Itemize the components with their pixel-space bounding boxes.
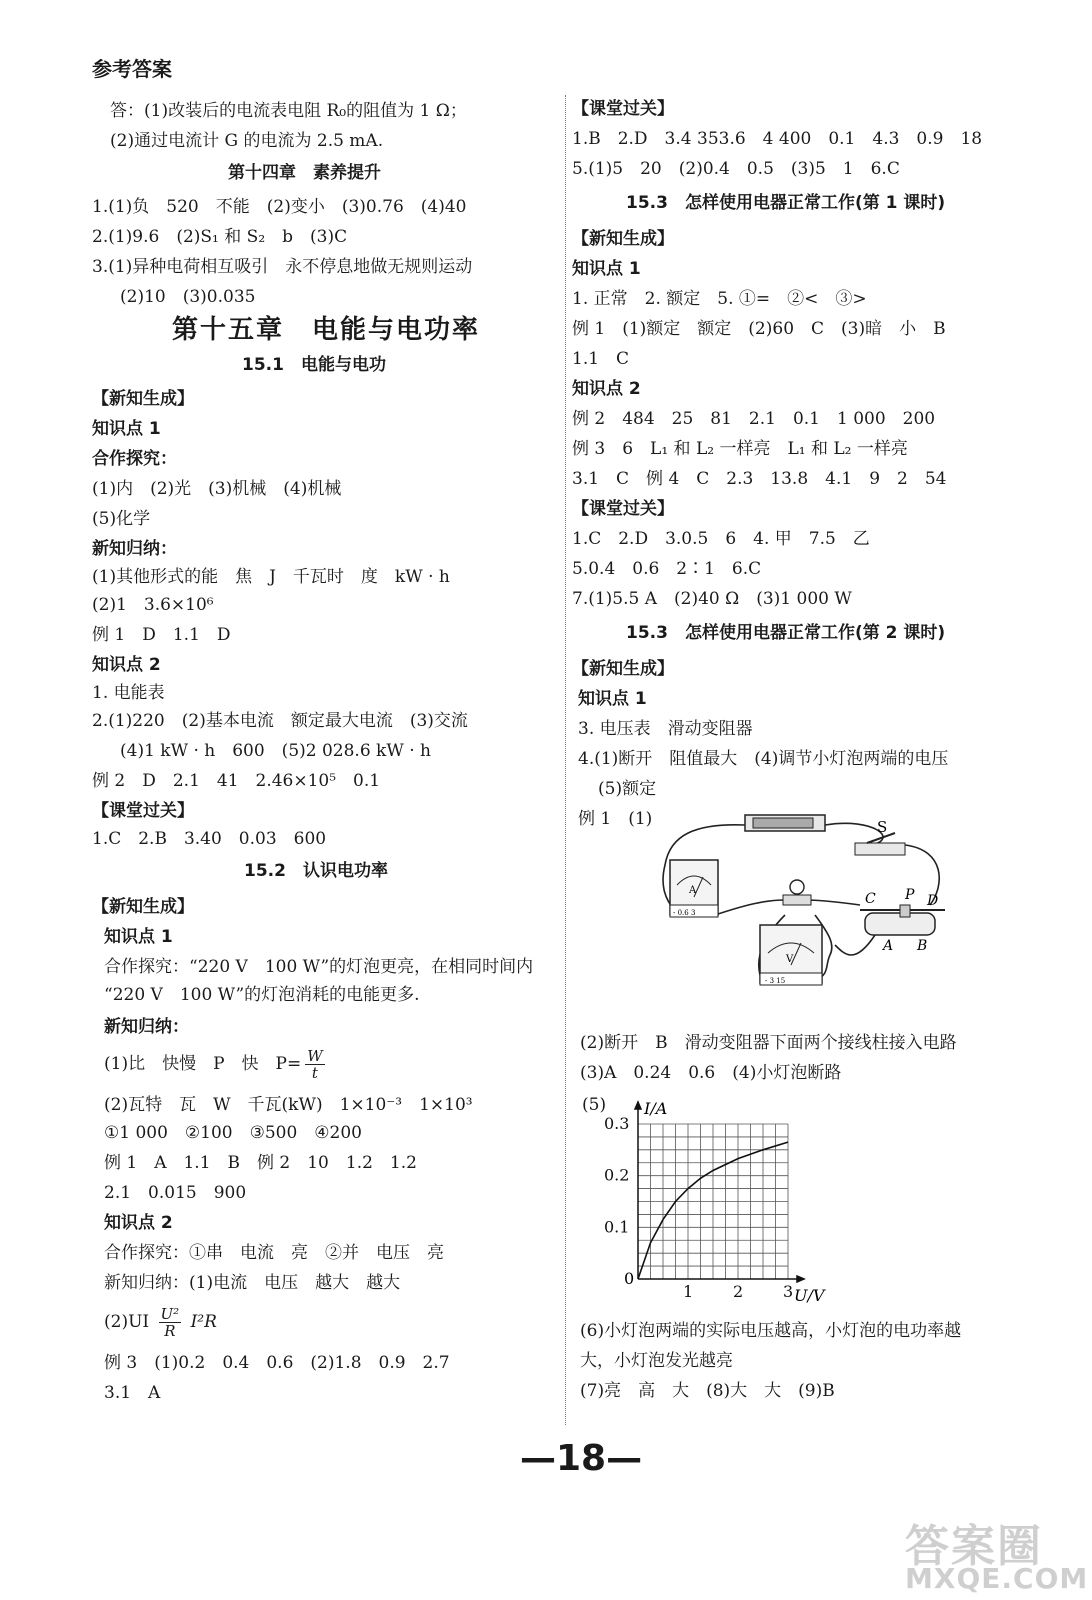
example-line: 例 3 (1)0.2 0.4 0.6 (2)1.8 0.9 2.7 [104,1353,450,1373]
answer-line: “220 V 100 W”的灯泡消耗的电能更多. [104,985,420,1005]
fraction-denominator: t [311,1064,318,1082]
answer-line: ①1 000 ②100 ③500 ④200 [104,1123,362,1143]
formula-text: (2)UI [104,1312,150,1332]
x-tick-label: 1 [683,1282,694,1301]
y-axis-arrow [635,1102,641,1109]
answer-line: (1)其他形式的能 焦 J 千瓦时 度 kW · h [92,567,450,587]
power-fraction [159,1306,182,1339]
formula-text: (1)比 快慢 P 快 P= [104,1054,302,1074]
y-tick-label: 0.3 [604,1114,630,1133]
power-fraction [305,1048,324,1081]
lamp-icon [783,880,811,905]
chart-x-axis-label: U/V [794,1286,825,1305]
ammeter-scale: - 0.6 3 [673,909,696,917]
rheostat-label-b: B [917,938,928,954]
answer-line: 2.(1)9.6 (2)S₁ 和 S₂ b (3)C [92,227,348,247]
chart-grid [638,1124,788,1279]
answer-line: 5.(1)5 20 (2)0.4 0.5 (3)5 1 6.C [572,159,900,179]
rheostat-label-a: A [883,938,894,954]
x-tick-label: 3 [783,1282,794,1301]
switch-label: S [877,818,888,836]
answer-line: (7)亮 高 大 (8)大 大 (9)B [580,1381,835,1401]
y-tick-label: 0.2 [604,1165,630,1185]
chart-origin-label: 0 [624,1269,635,1288]
section-title: 15.3 怎样使用电器正常工作(第 1 课时) [626,193,946,213]
fraction-denominator: R [164,1322,176,1340]
rheostat-label-p: P [905,887,915,903]
answer-line: 1. 正常 2. 额定 5. ①= ②< ③> [572,289,867,309]
answer-line: 1.(1)负 520 不能 (2)变小 (3)0.76 (4)40 [92,197,467,217]
section-title: 第十四章 素养提升 [228,163,381,183]
answer-line: 大，小灯泡发光越亮 [580,1351,733,1371]
bracket-heading: 【新知生成】 [92,897,194,917]
knowledge-point: 知识点 1 [104,927,173,947]
rheostat-label-c: C [865,891,876,907]
chapter-title: 第十五章 电能与电功率 [172,315,481,345]
section-title: 15.1 电能与电功 [242,355,386,375]
knowledge-point: 知识点 1 [572,259,641,279]
bracket-heading: 【课堂过关】 [92,801,194,821]
circuit-diagram [655,805,970,1005]
answer-line: 1.B 2.D 3.4 353.6 4 400 0.1 4.3 0.9 18 [572,129,983,149]
example-line: 例 2 D 2.1 41 2.46×10⁵ 0.1 [92,771,381,791]
section-title: 15.3 怎样使用电器正常工作(第 2 课时) [626,623,946,643]
answer-line: 3.1 A [104,1383,161,1403]
answer-line: (6)小灯泡两端的实际电压越高，小灯泡的电功率越 [580,1321,962,1341]
switch-icon [855,818,905,855]
wire [825,823,883,845]
formula-line [104,1306,217,1339]
bracket-heading: 【新知生成】 [572,229,674,249]
voltmeter-letter: V [786,954,794,965]
rheostat-icon [860,887,945,954]
bracket-heading: 【新知生成】 [92,389,194,409]
answer-line: 2.(1)220 (2)基本电流 额定最大电流 (3)交流 [92,711,468,731]
answer-line: (1)内 (2)光 (3)机械 (4)机械 [92,479,342,499]
answer-line: 新知归纳：(1)电流 电压 越大 越大 [104,1273,401,1293]
answer-line: (2)1 3.6×10⁶ [92,595,214,615]
formula-text: I²R [190,1312,217,1332]
x-tick-label: 2 [733,1282,744,1301]
chart-y-axis-label: I/A [644,1099,668,1118]
page-number: —18— [520,1438,643,1479]
answer-line: 4.(1)断开 阻值最大 (4)调节小灯泡两端的电压 [578,749,949,769]
ammeter-icon [670,860,718,917]
ammeter-letter: A [689,885,697,896]
subheading: 新知归纳： [92,539,177,559]
section-title: 15.2 认识电功率 [244,861,388,881]
answer-line: (5)额定 [598,779,657,799]
wire [715,900,785,915]
answer-line: 2.1 0.015 900 [104,1183,247,1203]
rheostat-label-d: D [927,893,939,909]
answer-line: (3)A 0.24 0.6 (4)小灯泡断路 [580,1063,842,1083]
answer-line: (5)化学 [92,509,151,529]
subheading: 新知归纳： [104,1017,189,1037]
answer-line: (2)瓦特 瓦 W 千瓦(kW) 1×10⁻³ 1×10³ [104,1095,473,1115]
x-axis-arrow [797,1276,804,1282]
iu-curve-chart [600,1092,840,1312]
subheading: 合作探究： [92,449,177,469]
answer-line: 答：(1)改装后的电流表电阻 R₀的阻值为 1 Ω； [110,101,467,121]
answer-line: 合作探究：“220 V 100 W”的灯泡更亮，在相同时间内 [104,957,534,977]
fraction-numerator: W [307,1047,323,1065]
chart-axes [635,1102,804,1282]
knowledge-point: 知识点 2 [104,1213,173,1233]
battery-icon [745,815,825,831]
bracket-heading: 【课堂过关】 [572,499,674,519]
voltmeter-icon [760,925,822,985]
answer-line: (2)通过电流计 G 的电流为 2.5 mA. [110,131,384,151]
knowledge-point: 知识点 1 [578,689,647,709]
answer-line: 1.C 2.D 3.0.5 6 4. 甲 7.5 乙 [572,529,870,549]
example-line: 例 2 484 25 81 2.1 0.1 1 000 200 [572,409,936,429]
answer-line: 5.0.4 0.6 2∶1 6.C [572,559,762,579]
voltmeter-scale: - 3 15 [765,977,786,985]
bracket-heading: 【课堂过关】 [572,99,674,119]
formula-line [104,1048,329,1081]
watermark-url: MXQE.COM [905,1562,1089,1595]
answer-line: 3.1 C 例 4 C 2.3 13.8 4.1 9 2 54 [572,469,947,489]
wire [835,935,875,955]
answer-line: 7.(1)5.5 A (2)40 Ω (3)1 000 W [572,589,852,609]
example-line: 例 3 6 L₁ 和 L₂ 一样亮 L₁ 和 L₂ 一样亮 [572,439,908,459]
answer-line: 3. 电压表 滑动变阻器 [578,719,753,739]
answer-line: 1.1 C [572,349,630,369]
answer-line: (2)断开 B 滑动变阻器下面两个接线柱接入电路 [580,1033,957,1053]
watermark-logo: 答案圈 [905,1521,1043,1572]
example-line: 例 1 (1) [578,809,653,829]
knowledge-point: 知识点 2 [572,379,641,399]
y-tick-label: 0.1 [604,1217,630,1237]
answer-line: (5) [582,1095,607,1115]
answer-line: (2)10 (3)0.035 [120,287,256,307]
bracket-heading: 【新知生成】 [572,659,674,679]
answer-line: 3.(1)异种电荷相互吸引 永不停息地做无规则运动 [92,257,473,277]
answer-line: 合作探究：①串 电流 亮 ②并 电压 亮 [104,1243,444,1263]
answer-line: (4)1 kW · h 600 (5)2 028.6 kW · h [120,741,431,761]
example-line: 例 1 D 1.1 D [92,625,231,645]
example-line: 例 1 A 1.1 B 例 2 10 1.2 1.2 [104,1153,417,1173]
answer-line: 1. 电能表 [92,683,165,703]
header-title: 参考答案 [92,57,172,81]
example-line: 例 1 (1)额定 额定 (2)60 C (3)暗 小 B [572,319,946,339]
answer-line: 1.C 2.B 3.40 0.03 600 [92,829,327,849]
divider [565,95,566,1425]
knowledge-point: 知识点 2 [92,655,161,675]
fraction-numerator: U² [160,1305,180,1323]
wire [805,900,860,905]
knowledge-point: 知识点 1 [92,419,161,439]
